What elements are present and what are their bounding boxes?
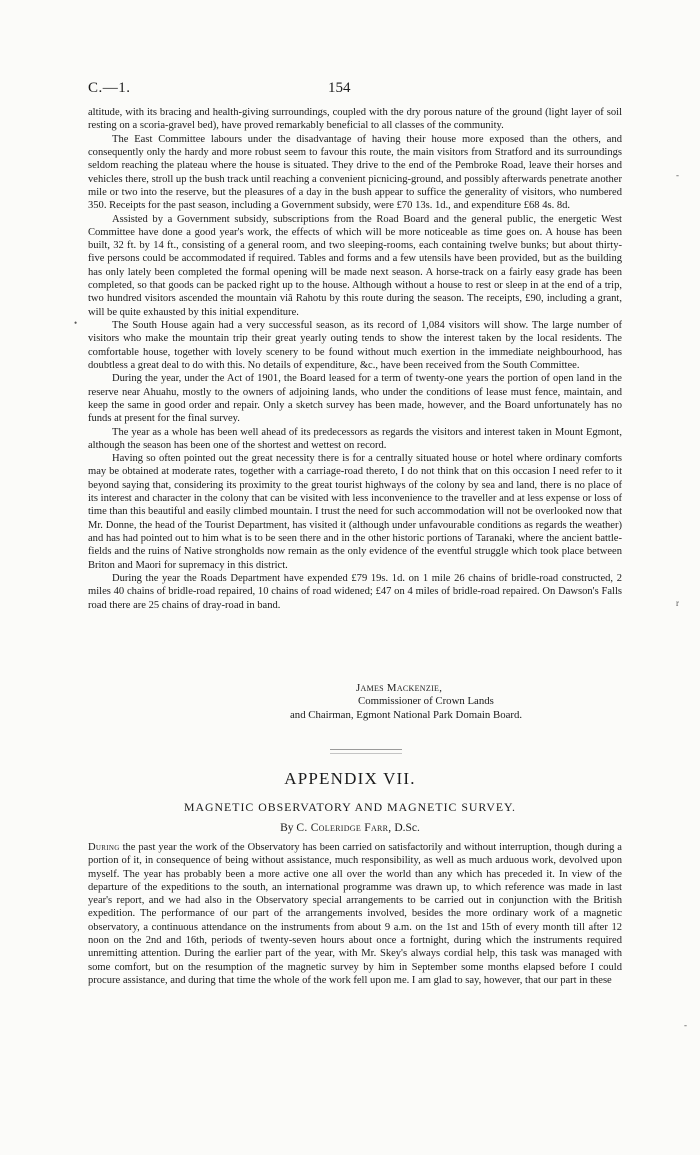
page-header — [88, 80, 622, 100]
paragraph-roads: During the year the Roads Department have expended £79 19s. 1d. on 1 mile 26 chains of bridle-road constructed, 2 miles 40 chains of bridle-road repaired, 10 chains of road widened; £47 on 4 miles of bridle-road repaired. On Dawson's Falls road there are 25 chains of dray-road in band. — [88, 572, 622, 611]
paragraph-continuation: altitude, with its bracing and health-giving surroundings, coupled with the dry porous nature of the ground (light layer of soil resting on a scoria-gravel bed), have proved remarkably beneficial to all classes of the community. — [88, 107, 622, 132]
signatory-name: James Mackenzie, — [356, 682, 443, 694]
report-body — [88, 106, 622, 612]
signature-block — [290, 682, 630, 722]
signatory-title-2: and Chairman, Egmont National Park Domain Board. — [290, 708, 523, 721]
margin-mark: - — [684, 1020, 687, 1030]
opening-word: During — [88, 842, 120, 853]
document-reference: C.—1. — [88, 80, 131, 96]
margin-mark: r — [676, 598, 679, 608]
appendix-author — [0, 822, 700, 834]
page-number: 154 — [328, 80, 351, 96]
appendix-heading: APPENDIX VII. — [284, 769, 416, 788]
margin-mark: - — [676, 170, 679, 180]
author-prefix: By — [280, 822, 294, 834]
appendix-paragraph — [88, 841, 622, 987]
section-divider — [330, 749, 402, 754]
paragraph-accommodation: Having so often pointed out the great necessity there is for a centrally situated house or hotel where ordinary comforts may be obtained at moderate rates, together with a carriage-road thereto, I do not think that on this occasion I need refer to it beyond saying that, considering its proximity to the great tourist highways of the colony by sea and land, there is no place of its interest and character in the colony that can be visited with less inconvenience to the traveller and at less expense or loss of time than this beautiful and easily climbed mountain. I trust the need for such accommodation will not be overlooked now that Mr. Donne, the head of the Tourist Department, has visited it (although under unfavourable conditions as regards the weather) and has had pointed out to him what is to be seen there and in the other historic portions of Taranaki, where the ancient battle-fields and the ruins of Native strongholds now remain as the only evidence of the eventful struggle which took place between Briton and Maori for supremacy in this district. — [88, 453, 622, 571]
paragraph-year-summary: The year as a whole has been well ahead of its predecessors as regards the visitors and interest taken in Mount Egmont, although the season has been one of the shortest and wettest on record. — [88, 426, 622, 451]
margin-mark: • — [74, 318, 78, 328]
appendix-body — [88, 841, 622, 987]
paragraph-east-committee: The East Committee labours under the disadvantage of having their house more exposed than the others, and consequently only the hardy and more robust seem to favour this route, the main visitors from Stratford and its surroundings seldom reaching the plateau where the house is situated. They drive to the end of the Pembroke Road, leave their horses and vehicles there, stroll up the bush track until reaching a convenient picnicing-ground, and possibly afterwards penetrate another mile or two into the reserve, but the pleasures of a day in the bush appear to suffice the generality of visitors, who numbered 350. Receipts for the past season, including a Government subsidy, were £70 13s. 1d., and expenditure £68 4s. 8d. — [88, 133, 622, 212]
author-suffix: D.Sc. — [394, 822, 420, 834]
paragraph-west-committee: Assisted by a Government subsidy, subscriptions from the Road Board and the general public, the energetic West Committee have done a good year's work, the effects of which will be more noticeable as time goes on. A house has been built, 32 ft. by 14 ft., consisting of a general room, and two sleeping-rooms, each containing twelve bunks; but about thirty-five persons could be accommodated if required. Tables and forms and a few utensils have been provided, but as the building has only lately been completed the formal opening will be made next season. A horse-track on a fairly easy grade has been completed, so that goods can be packed right up to the house. Although without a house to rest or sleep in at the end of a trip, two hundred visitors ascended the mountain viâ Rahotu by this route during the season. The receipts, £90, including a grant, will be quite exhausted by this initial expenditure. — [88, 213, 622, 318]
signatory-title: Commissioner of Crown Lands — [358, 695, 494, 708]
author-name: C. Coleridge Farr, — [296, 822, 392, 834]
paragraph-south-house: The South House again had a very successful season, as its record of 1,084 visitors will show. The large number of visitors who make the mountain trip their great yearly outing tends to show the interest taken by the local residents. The comfortable house, together with lovely scenery to be found without much exertion in the immediate neighbourhood, has doubtless a great deal to do with this. No details of expenditure, &c., have been received from the South Committee. — [88, 320, 622, 371]
appendix-paragraph-text: the past year the work of the Observatory has been carried on satisfactorily and without interruption, though during a portion of it, in consequence of being without assistance, much responsibility, as well as much arduous work, devolved upon myself. The year has probably been a more active one all over the world than any which has preceded it. In view of the departure of the expeditions to the south, an international programme was drawn up, to which reference was made in last year's report, and we had also in the Observatory special arrangements to be carried out in conjunction with the British expedition. The performance of our part of the arrangements involved, besides the more ordinary work of a magnetic observatory, a continuous attendance on the instruments from about 9 a.m. on the 1st and 15th of every month till after 12 noon on the 2nd and 16th, periods of twenty-seven hours about once a fortnight, during which the instruments required unremitting attention. During the earlier part of the year, with Mr. Skey's always cordial help, this task was managed with some comfort, but on the resumption of the magnetic survey by him in September some months elapsed before I could procure assistance, and during that time the whole of the work fell upon me. I am glad to say, however, that our part in these — [88, 842, 622, 986]
appendix-title: MAGNETIC OBSERVATORY AND MAGNETIC SURVEY. — [184, 800, 516, 814]
paragraph-lease: During the year, under the Act of 1901, the Board leased for a term of twenty-one years the portion of open land in the reserve near Ahuahu, mostly to the owners of adjoining lands, who under the conditions of lease must fence, maintain, and keep the same in good order and repair. Only a sketch survey has been made, however, and the Board unfortunately has no funds at present for the final survey. — [88, 373, 622, 425]
